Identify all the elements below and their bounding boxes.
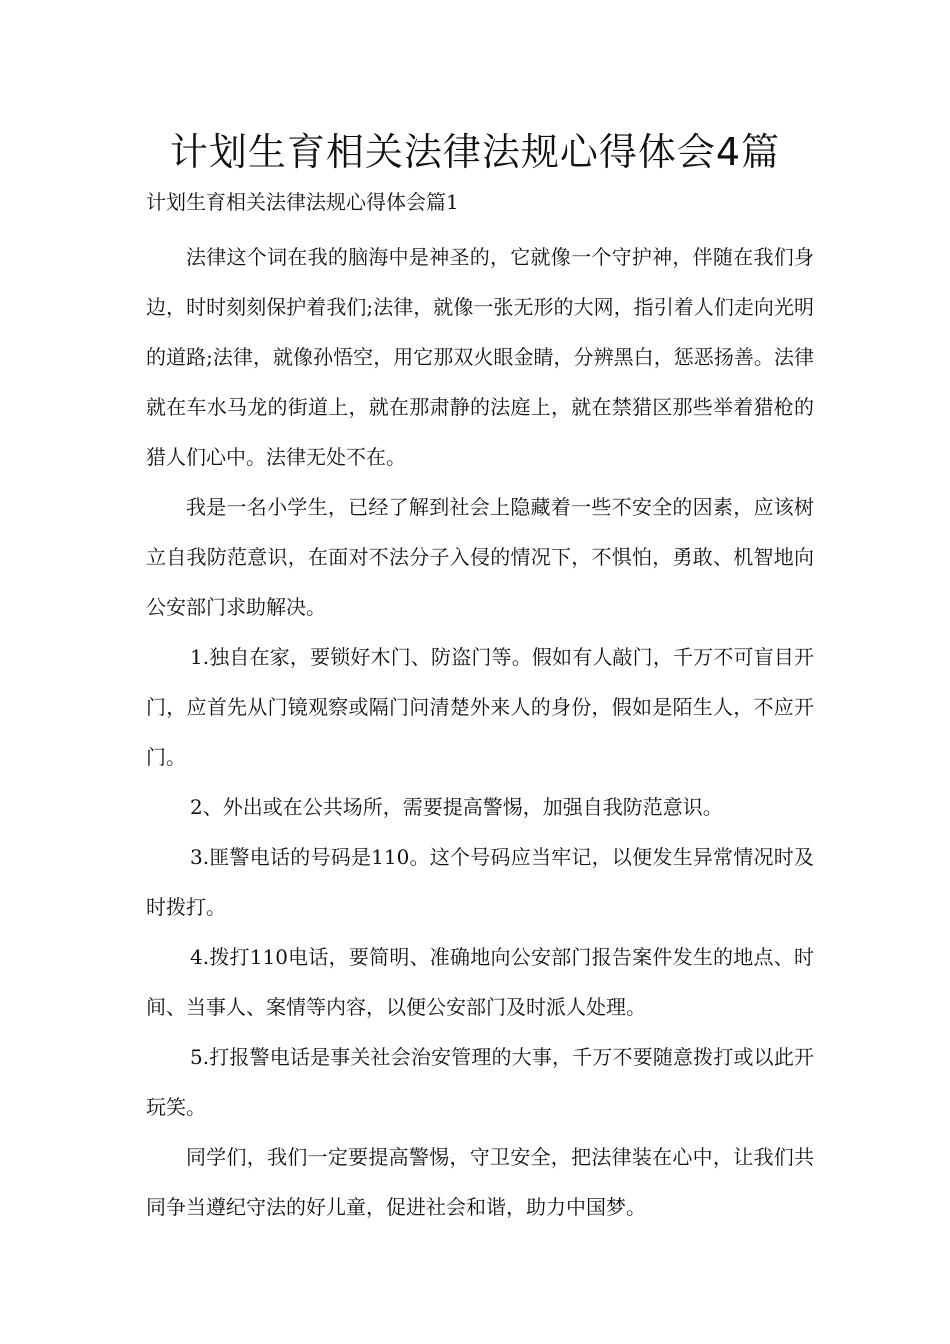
document-body <box>146 232 814 1232</box>
document-title: 计划生育相关法律法规心得体会4篇 <box>169 130 781 174</box>
list-item-4: 4.拨打110电话，要简明、准确地向公安部门报告案件发生的地点、时间、当事人、案情等内容，以便公安部门及时派人处理。 <box>146 945 814 1019</box>
list-item-2: 2、外出或在公共场所，需要提高警惕，加强自我防范意识。 <box>190 795 723 819</box>
paragraph-conclusion: 同学们，我们一定要提高警惕，守卫安全，把法律装在心中，让我们共同争当遵纪守法的好儿童，促进社会和谐，助力中国梦。 <box>146 1145 814 1219</box>
section-heading: 计划生育相关法律法规心得体会篇1 <box>146 190 459 214</box>
list-item-3: 3.匪警电话的号码是110。这个号码应当牢记，以便发生异常情况时及时拨打。 <box>146 845 814 919</box>
list-item-1: 1.独自在家，要锁好木门、防盗门等。假如有人敲门，千万不可盲目开门，应首先从门镜观察或隔门问清楚外来人的身份，假如是陌生人，不应开门。 <box>146 645 814 769</box>
list-item-5: 5.打报警电话是事关社会治安管理的大事，千万不要随意拨打或以此开玩笑。 <box>146 1045 814 1119</box>
paragraph-intro: 法律这个词在我的脑海中是神圣的，它就像一个守护神，伴随在我们身边，时时刻刻保护着我们;法律，就像一张无形的大网，指引着人们走向光明的道路;法律，就像孙悟空，用它那双火眼金睛，分辨黑白，惩恶扬善。法律就在车水马龙的街道上，就在那肃静的法庭上，就在禁猎区那些举着猎枪的猎人们心中。法律无处不在。 <box>146 245 814 469</box>
paragraph-safety-awareness: 我是一名小学生，已经了解到社会上隐藏着一些不安全的因素，应该树立自我防范意识，在面对不法分子入侵的情况下，不惧怕，勇敢、机智地向公安部门求助解决。 <box>146 495 814 619</box>
